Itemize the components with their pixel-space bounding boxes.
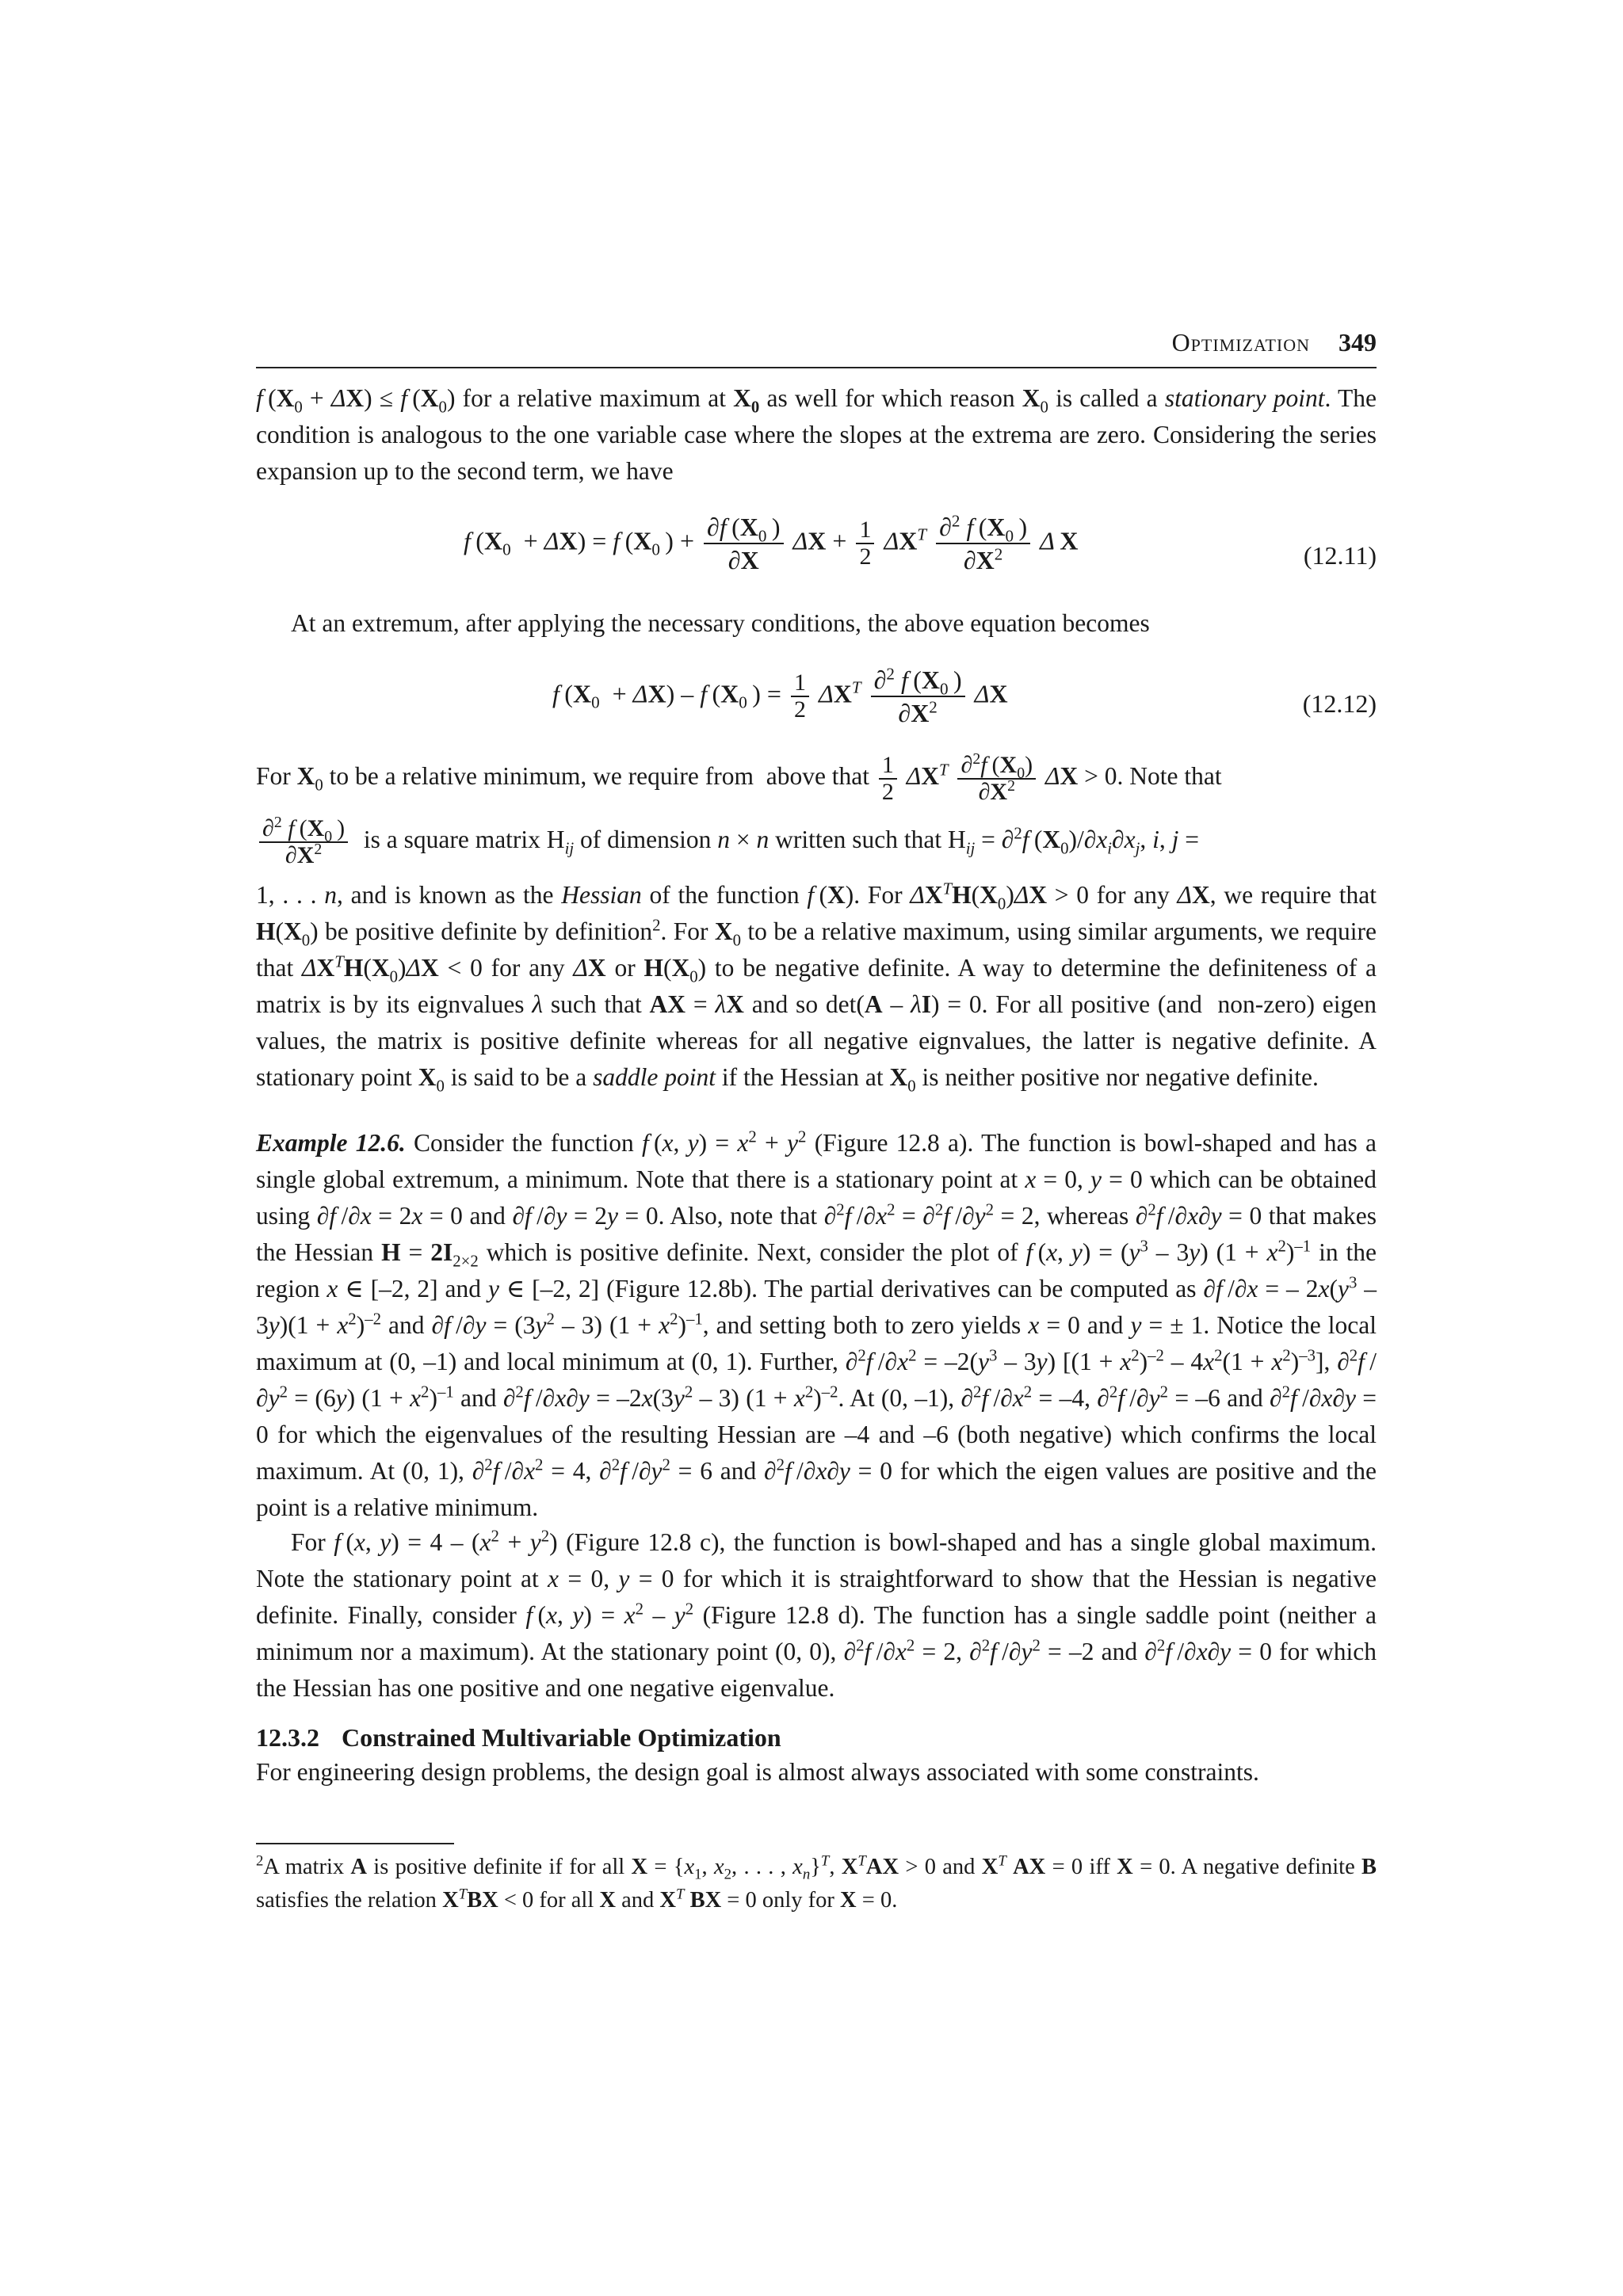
section-number: 12.3.2 xyxy=(256,1723,319,1752)
section-title: Constrained Multivariable Optimization xyxy=(342,1723,781,1752)
example-label: Example 12.6 xyxy=(256,1129,399,1157)
paragraph-hessian-definition-line: $\frac{\partial^2 f (X_0 )}{\partial X^2}$ is a square matrix $H_{ij}$ of dimension n × n written such that $H_{ij} = \partial^2f$ $(X_0)/\partial x_i\partial x_j$, i, j = xyxy=(256,816,1377,868)
equation-12-11: f $(X_0 + \Delta X) = f$ ($X_0$ ) + $\frac{\partial f (X_0 )}{\partial X}$ ΔX + $\frac{1}{2}$ $\Delta X^T$ $\frac{\partial^2 f (X_0 )}{\partial X^2}$ Δ X xyxy=(464,511,1079,574)
section-intro-paragraph: For engineering design problems, the design goal is almost always associated with some constraints. xyxy=(256,1758,1259,1786)
paragraph-stationary-point: f $(X_0 + \Delta X) \le f$ $(X_0)$ for a relative maximum at $X_0$ as well for which reason $X_0$ is called a stationary point. The condition is analogous to the one variable case where the slopes at the extrema are zero. Considering the series expansion up to the second term, we have xyxy=(256,384,1377,485)
footnote: $^2$A matrix A is positive definite if for all $X = \{x_1$, $x_2$, . . . , $x_n\}^T$, $X^TAX > 0$ and $X^T$ AX = 0 iff X = 0. A negative definite B satisfies the relation $X^TBX < 0$ for all X and $X^T$ BX = 0 only for X = 0. xyxy=(256,1852,1377,1913)
equation-12-12: f $(X_0 + \Delta X) - f$ ($X_0$ ) = $\frac{1}{2}$ $\Delta X^T$ $\frac{\partial^2 f (X_0 )}{\partial X^2}$ ΔX xyxy=(552,664,1008,727)
paragraph-series-expansion: Considering the series expansion up to the second term, we have xyxy=(256,421,1377,485)
header-rule xyxy=(256,367,1377,368)
paragraph-hessian-continued: 1, . . . n, and is known as the Hessian of the function f (X). For $\Delta X^TH(X_0)\Delta X > 0$ for any ΔX, we require that $H(X_0)$ be positive definite by definition$^2$. For $X_0$ to be a relative maximum, using similar arguments, we require that $\Delta X^TH(X_0)\Delta X < 0$ for any ΔX or $H(X_0)$ to be negative definite. A way to determine the definiteness of a matrix is by its eignvalues λ such that AX = λX and so det(A – λI) = 0. For all positive (and non-zero) eigen values, the matrix is positive definite whereas for all negative eignvalues, the latter is negative definite. A stationary point $X_0$ is said to be a saddle point if the Hessian at $X_0$ is neither positive nor negative definite. xyxy=(256,879,1377,1096)
section-heading xyxy=(256,1723,781,1753)
paragraph-example-12-6: Example 12.6. Consider the function f (x, $y) = x^2 + y^2$ (Figure 12.8 a). The function is bowl-shaped and has a single global extremum, a minimum. Note that there is a stationary point at x = 0, y = 0 which can be obtained using ∂f /∂x = 2x = 0 and ∂f /∂y = 2y = 0. Also, note that ∂$^2$f $/\partial x^2 = \partial^2f$ $/\partial y^2 = 2$, whereas ∂$^2$f /∂x∂y = 0 that makes the Hessian $H = 2I_{2\times 2}$ which is positive definite. Next, consider the plot of f (x, $y) = (y^3 - 3y) (1 + x^2)^{-1}$ in the region x ∈ [–2, 2] and y ∈ [–2, 2] (Figure 12.8b). The partial derivatives can be computed as ∂f /∂x = – $2x(y^3 - 3y)(1 + x^2)^{-2}$ and ∂f $/\partial y = (3y^2 - 3) (1 + x^2)^{-1}$, and setting both to zero yields x = 0 and y = ± 1. Notice the local maximum at (0, –1) and local minimum at (0, 1). Further, ∂$^2$f $/\partial x^2 = -2(y^3 - 3y) [(1 + x^2)^{-2} - 4x^2(1 + x^2)^{-3}]$, ∂$^2$f $/\partial y^2 = (6y) (1 + x^2)^{-1}$ and ∂$^2$f $/\partial x\partial y = -2x(3y^2 - 3) (1 + x^2)^{-2}$. At (0, –1), ∂$^2$f $/\partial x^2 = -4$, ∂$^2$f $/\partial y^2 = -6$ and ∂$^2$f /∂x∂y = 0 for which the eigenvalues of the resulting Hessian are –4 and –6 (both negative) which confirms the local maximum. At (0, 1), ∂$^2$f $/\partial x^2 = 4$, ∂$^2$f $/\partial y^2 = 6$ and ∂$^2$f /∂x∂y = 0 for which the eigen values are positive and the point is a relative minimum. xyxy=(256,1127,1377,1521)
page-number: 349 xyxy=(1338,328,1377,357)
paragraph-extremum: At an extremum, after applying the necessary conditions, the above equation becomes xyxy=(291,609,1150,637)
paragraph-further-examples: For f (x, $y) = 4 - (x^2 + y^2)$ (Figure 12.8 c), the function is bowl-shaped and has a single global maximum. Note the stationary point at x = 0, y = 0 for which it is straightforward to show that the Hessian is negative definite. Finally, consider f (x, $y) = x^2 - y^2$ (Figure 12.8 d). The function has a single saddle point (neither a minimum nor a maximum). At the stationary point (0, 0), ∂$^2$f $/\partial x^2 = 2$, ∂$^2$f $/\partial y^2 = -2$ and ∂$^2$f /∂x∂y = 0 for which the Hessian has one positive and one negative eigenvalue. xyxy=(256,1527,1377,1702)
paragraph-relative-minimum-line: For $X_0$ to be a relative minimum, we require from above that $\frac{1}{2}$ $\Delta X^T$ $\frac{\partial^2f (X_0)}{\partial X^2}$ ΔX > 0. Note that xyxy=(256,750,1222,805)
equation-number-12-12: (12.12) xyxy=(1302,689,1377,718)
footnote-marker: 2 xyxy=(256,1852,264,1870)
equation-number-12-11: (12.11) xyxy=(1303,541,1377,570)
header-title: Optimization xyxy=(1171,328,1310,357)
footnote-rule xyxy=(256,1843,454,1844)
running-header xyxy=(256,328,1377,368)
